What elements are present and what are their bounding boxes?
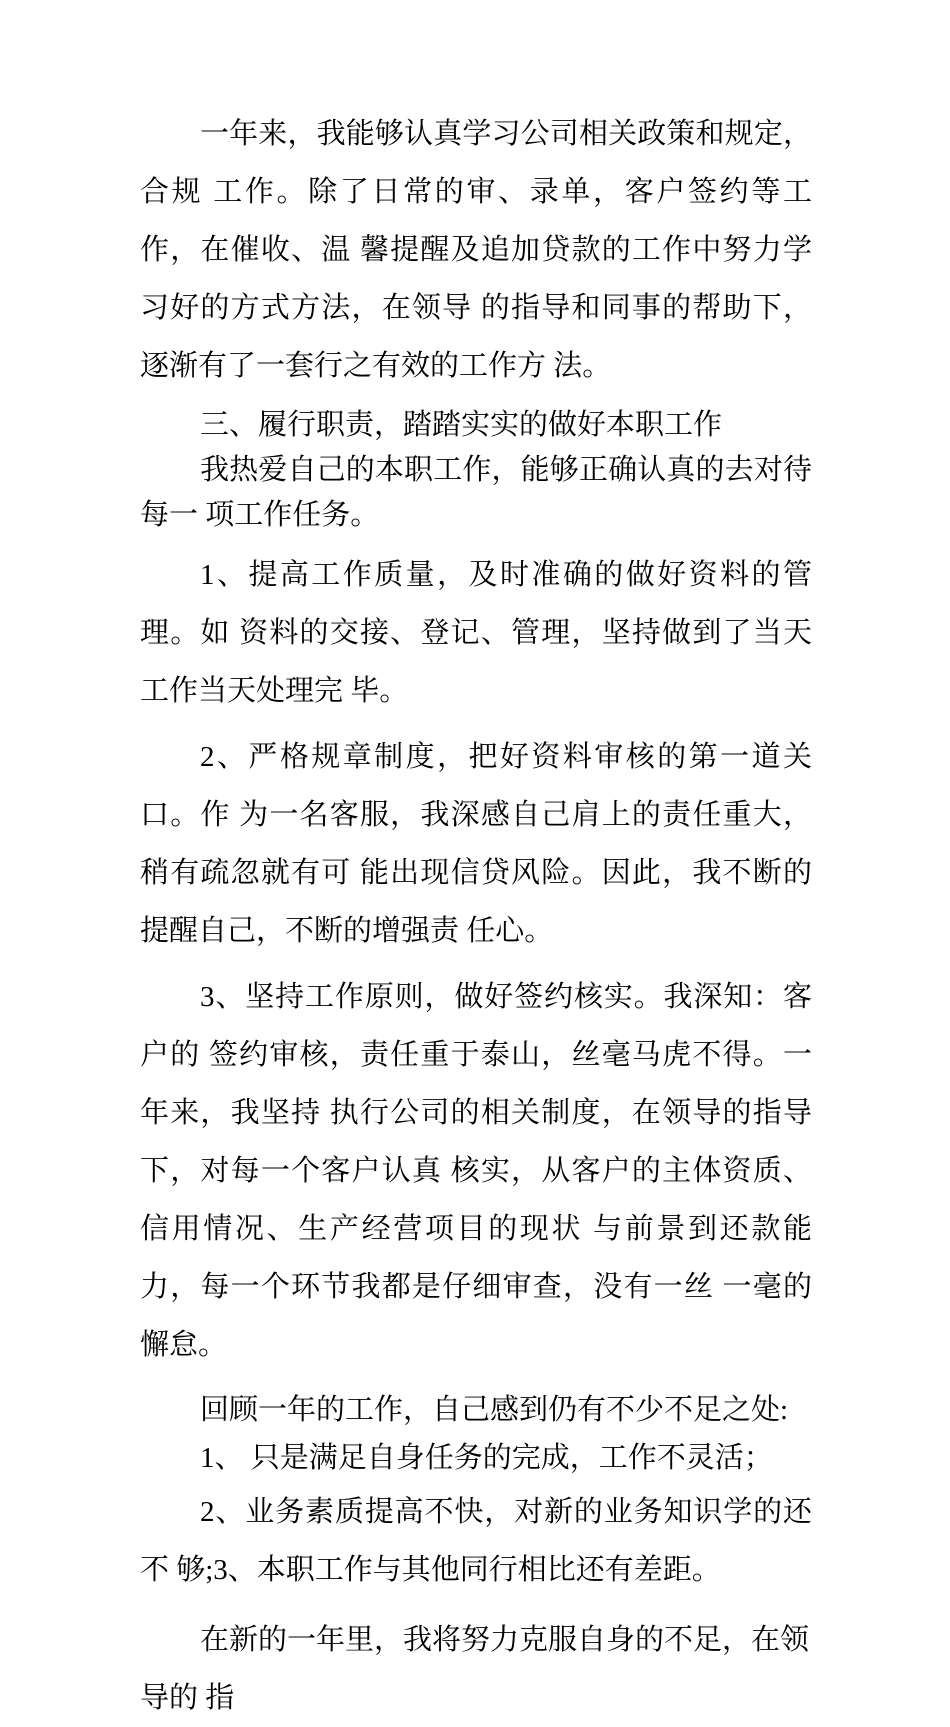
paragraph-review-shortcomings: 回顾一年的工作，自己感到仍有不少不足之处: <box>200 1394 789 1426</box>
numbered-item-2-regulations: 2、严格规章制度，把好资料审核的第一道关口。作 为一名客服，我深感自己肩上的责任重大，稍有疏忽就有可 能出现信贷风险。因此，我不断的提醒自己，不断的增强责 任心。 <box>140 741 812 947</box>
paragraph-new-year-closing: 在新的一年里，我将努力克服自身的不足，在领导的 指 <box>140 1624 810 1714</box>
paragraph-love-job: 我热爱自己的本职工作，能够正确认真的去对待每一 项工作任务。 <box>140 454 812 531</box>
shortcoming-item-2-and-3: 2、业务素质提高不快，对新的业务知识学的还不 够;3、本职工作与其他同行相比还有差距。 <box>140 1496 812 1586</box>
shortcoming-item-1: 1、 只是满足自身任务的完成，工作不灵活； <box>200 1442 773 1474</box>
document-text-column <box>140 105 812 1727</box>
paragraph-intro: 一年来，我能够认真学习公司相关政策和规定，合规 工作。除了日常的审、录单，客户签约等工作，在催收、温 馨提醒及追加贷款的工作中努力学习好的方式方法，在领导 的指导和同事的帮助下，逐渐有了一套行之有效的工作方 法。 <box>140 118 812 382</box>
section-heading-three: 三、履行职责，踏踏实实的做好本职工作 <box>200 409 723 441</box>
numbered-item-3-principles: 3、坚持工作原则，做好签约核实。我深知：客户的 签约审核，责任重于泰山，丝毫马虎不得。一年来，我坚持 执行公司的相关制度，在领导的指导下，对每一个客户认真 核实，从客户的主体资质、信用情况、生产经营项目的现状 与前景到还款能力，每一个环节我都是仔细审查，没有一丝 一毫的懈怠。 <box>140 981 812 1361</box>
numbered-item-1-quality: 1、提高工作质量，及时准确的做好资料的管理。如 资料的交接、登记、管理，坚持做到了当天工作当天处理完 毕。 <box>140 559 812 707</box>
